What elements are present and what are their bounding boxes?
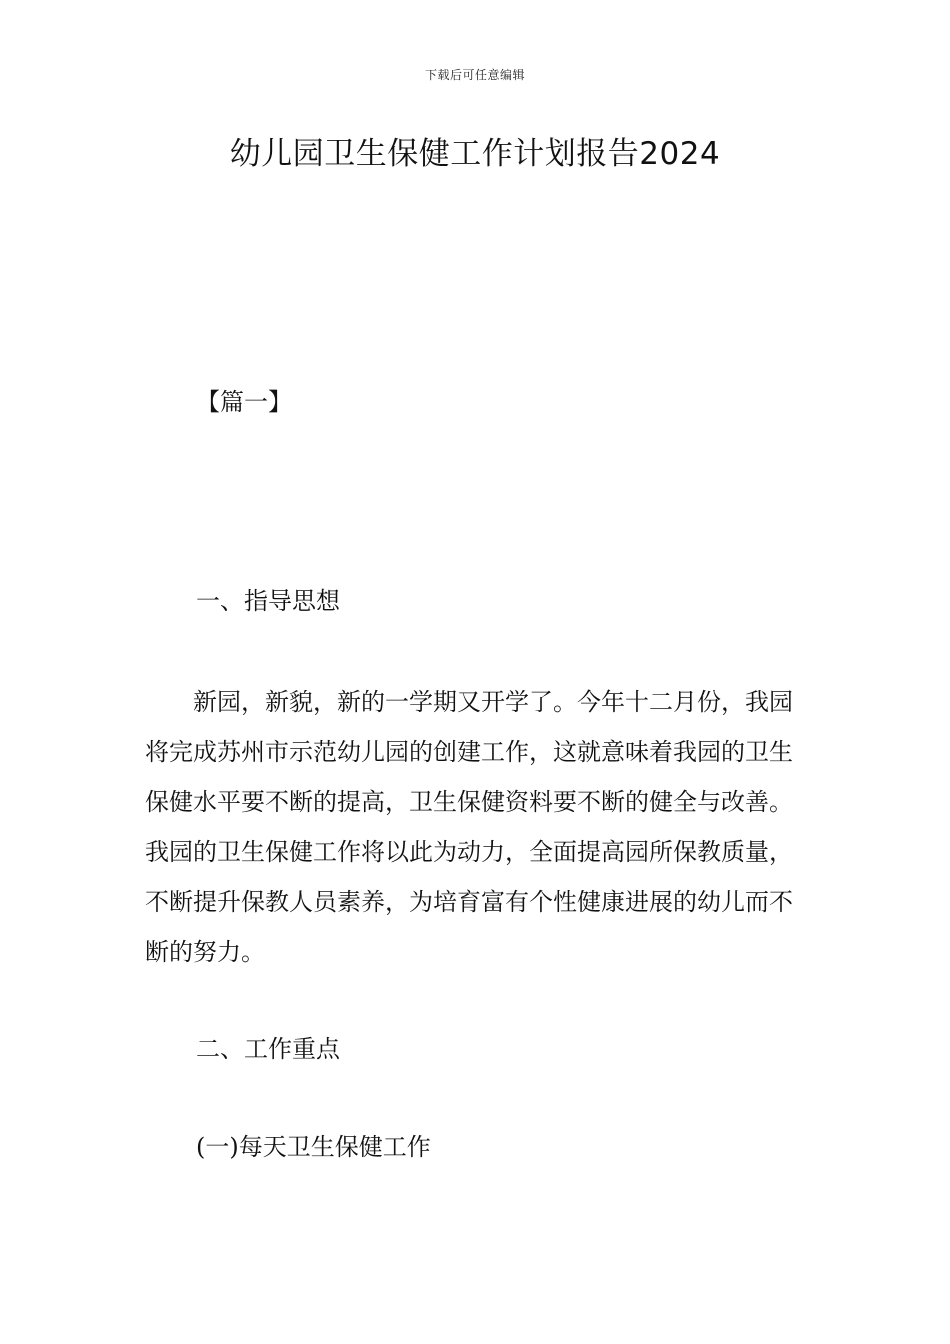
section-heading-work-focus: 二、工作重点 [196,1035,340,1063]
subheading-daily-health-work: (一)每天卫生保健工作 [196,1133,431,1161]
section-heading-guiding-ideology: 一、指导思想 [196,587,340,615]
body-paragraph: 新园，新貌，新的一学期又开学了。今年十二月份，我园将完成苏州市示范幼儿园的创建工作，这就意味着我园的卫生保健水平要不断的提高，卫生保健资料要不断的健全与改善。我园的卫生保健工作将以此为动力，全面提高园所保教质量，不断提升保教人员素养，为培育富有个性健康进展的幼儿而不断的努力。 [145,688,793,966]
page-header-note: 下载后可任意编辑 [424,68,525,82]
document-title: 幼儿园卫生保健工作计划报告2024 [229,136,721,172]
section-marker: 【篇一】 [196,388,292,416]
